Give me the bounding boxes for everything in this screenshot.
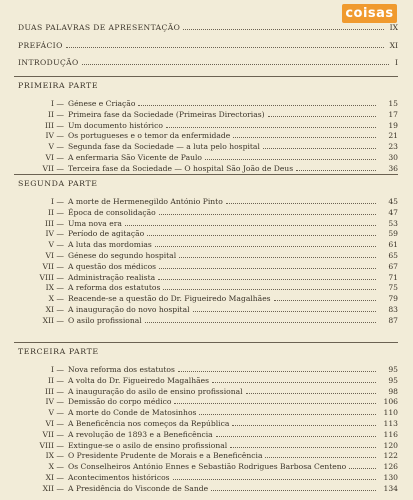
entry-title: A reforma dos estatutos [68, 283, 161, 293]
entry-title: DUAS PALAVRAS DE APRESENTAÇÃO [18, 23, 181, 32]
toc-entry [14, 218, 398, 229]
page-number: 110 [383, 408, 398, 418]
chapter-number: IV — [45, 397, 64, 407]
leader-dots [178, 371, 376, 372]
entry-title: Primeira fase da Sociedade (Primeiras Directorias) [68, 109, 265, 119]
entry-title: Génese e Criação [68, 99, 136, 108]
page-number: 59 [388, 229, 398, 239]
toc-entry [14, 98, 398, 109]
page-number: 67 [388, 261, 398, 271]
toc-entry [14, 386, 398, 397]
chapter-number: VIII — [39, 272, 64, 282]
entry-title: Os portugueses e o temor da enfermidade [68, 131, 231, 141]
page-number: 122 [383, 451, 398, 461]
toc-entry [14, 375, 398, 386]
chapter-number: IV — [45, 131, 64, 141]
toc-entry [14, 293, 398, 304]
toc-entry [14, 130, 398, 141]
entry-title: A morte de Hermenegildo António Pinto [68, 197, 223, 206]
toc-entry [14, 429, 398, 440]
leader-dots [233, 137, 376, 138]
watermark-logo: coisas [342, 4, 397, 23]
section-rule [14, 174, 398, 175]
toc-entry [14, 418, 398, 429]
page-number: 95 [388, 365, 398, 374]
entry-title: Administração realista [68, 272, 156, 282]
entry-title: Época de consolidação [68, 207, 156, 217]
page-number: 15 [388, 99, 398, 108]
page-number: 83 [388, 305, 398, 314]
page-number: 130 [383, 473, 398, 482]
page-number: 120 [383, 440, 398, 450]
leader-dots [205, 159, 376, 160]
page-number: 113 [383, 419, 398, 428]
leader-dots [246, 393, 376, 394]
toc-entry [14, 152, 398, 163]
leader-dots [296, 170, 376, 171]
page-number: 19 [388, 120, 398, 130]
chapter-number: X — [48, 294, 64, 304]
part-heading: TERCEIRA PARTE [18, 347, 99, 356]
entry-title: Período de agitação [68, 229, 145, 239]
chapter-number: II — [47, 375, 64, 385]
page-number: 126 [383, 462, 398, 472]
part-heading: SEGUNDA PARTE [18, 179, 98, 188]
leader-dots [193, 311, 376, 312]
front-matter-entry [14, 40, 398, 51]
page-number: 61 [388, 240, 398, 250]
entry-title: A inauguração do asilo de ensino profissional [68, 386, 243, 396]
leader-dots [155, 246, 376, 247]
leader-dots [173, 479, 376, 480]
chapter-number: III — [44, 120, 64, 130]
leader-dots [66, 47, 384, 48]
toc-entry [14, 364, 398, 375]
page-number: 36 [388, 163, 398, 173]
entry-title: Reacende-se a questão do Dr. Figueiredo Magalhães [68, 294, 271, 304]
entry-title: Acontecimentos históricos [68, 473, 170, 482]
entry-title: A inauguração do novo hospital [68, 305, 190, 314]
leader-dots [226, 203, 376, 204]
toc-entry [14, 407, 398, 418]
leader-dots [216, 436, 376, 437]
chapter-number: I — [50, 197, 64, 206]
page-number: 23 [388, 142, 398, 152]
part-heading: PRIMEIRA PARTE [18, 81, 99, 90]
chapter-number: I — [50, 365, 64, 374]
entry-title: PREFÁCIO [18, 41, 63, 50]
page-number: 106 [383, 397, 398, 407]
chapter-number: IX — [45, 283, 64, 293]
chapter-number: I — [50, 99, 64, 108]
entry-title: A revolução de 1893 e a Beneficência [68, 429, 213, 439]
page-number: 17 [388, 109, 398, 119]
entry-title: INTRODUÇÃO [18, 58, 79, 67]
chapter-number: VIII — [39, 440, 64, 450]
toc-entry [14, 272, 398, 283]
page-number: 79 [388, 294, 398, 304]
toc-entry [14, 196, 398, 207]
entry-title: Génese do segundo hospital [68, 251, 177, 260]
entry-title: O Presidente Prudente de Morais e a Beneficência [68, 451, 263, 461]
leader-dots [199, 414, 376, 415]
chapter-number: V — [48, 408, 64, 418]
page-number: 75 [388, 283, 398, 293]
page-number: 87 [388, 315, 398, 325]
leader-dots [166, 127, 376, 128]
toc-entry [14, 163, 398, 174]
chapter-number: VI — [45, 419, 64, 428]
page-number: 47 [388, 207, 398, 217]
toc-entry [14, 461, 398, 472]
entry-title: A morte do Conde de Matosinhos [68, 408, 197, 418]
entry-title: A enfermaria São Vicente de Paulo [68, 153, 202, 162]
toc-entry [14, 483, 398, 494]
page-number: 116 [383, 429, 398, 439]
leader-dots [138, 105, 376, 106]
toc-entry [14, 228, 398, 239]
leader-dots [230, 447, 376, 448]
chapter-number: IX — [45, 451, 64, 461]
chapter-number: VII — [42, 429, 64, 439]
chapter-number: VI — [45, 153, 64, 162]
section-rule [14, 76, 398, 77]
chapter-number: VII — [42, 261, 64, 271]
chapter-number: XI — [45, 473, 64, 482]
chapter-number: II — [47, 109, 64, 119]
chapter-number: X — [48, 462, 64, 472]
page-number: 134 [383, 483, 398, 493]
entry-title: Nova reforma dos estatutos [68, 365, 175, 374]
entry-title: Terceira fase da Sociedade — O hospital São João de Deus [68, 163, 294, 173]
chapter-number: IV — [45, 229, 64, 239]
page-number: 21 [388, 131, 398, 141]
entry-title: Uma nova era [68, 218, 122, 228]
toc-entry [14, 450, 398, 461]
toc-entry [14, 472, 398, 483]
entry-title: Os Conselheiros António Ennes e Sebastião Rodrigues Barbosa Centeno [68, 462, 347, 472]
chapter-number: XII — [42, 483, 64, 493]
page-number: XI [389, 41, 398, 50]
chapter-number: VII — [42, 163, 64, 173]
toc-entry [14, 141, 398, 152]
leader-dots [145, 322, 376, 323]
entry-title: O asilo profissional [68, 315, 142, 325]
leader-dots [263, 148, 376, 149]
toc-entry [14, 396, 398, 407]
toc-entry [14, 250, 398, 261]
page-number: 98 [388, 386, 398, 396]
leader-dots [232, 425, 376, 426]
toc-entry [14, 440, 398, 451]
chapter-number: III — [44, 218, 64, 228]
toc-entry [14, 304, 398, 315]
leader-dots [212, 382, 376, 383]
page-number: 53 [388, 218, 398, 228]
leader-dots [268, 116, 376, 117]
leader-dots [265, 457, 376, 458]
page-number: 45 [388, 197, 398, 206]
leader-dots [174, 403, 376, 404]
leader-dots [211, 490, 376, 491]
leader-dots [159, 268, 376, 269]
entry-title: Demissão do corpo médico [68, 397, 172, 407]
entry-title: A Presidência do Visconde de Sande [68, 483, 209, 493]
leader-dots [82, 64, 389, 65]
page-number: 71 [388, 272, 398, 282]
chapter-number: XI — [45, 305, 64, 314]
chapter-number: II — [47, 207, 64, 217]
chapter-number: V — [48, 142, 64, 152]
front-matter-entry [14, 22, 398, 33]
toc-entry [14, 315, 398, 326]
leader-dots [179, 257, 376, 258]
toc-entry [14, 239, 398, 250]
chapter-number: VI — [45, 251, 64, 260]
entry-title: A questão dos médicos [68, 261, 157, 271]
leader-dots [158, 279, 376, 280]
section-rule [14, 342, 398, 343]
page-number: 95 [388, 375, 398, 385]
toc-entry [14, 282, 398, 293]
entry-title: Segunda fase da Sociedade — a luta pelo hospital [68, 142, 260, 152]
toc-entry [14, 109, 398, 120]
entry-title: Um documento histórico [68, 120, 163, 130]
entry-title: A luta das mordomias [68, 240, 152, 250]
toc-entry [14, 207, 398, 218]
leader-dots [349, 468, 376, 469]
entry-title: A volta do Dr. Figueiredo Magalhães [68, 375, 210, 385]
chapter-number: III — [44, 386, 64, 396]
leader-dots [274, 300, 376, 301]
page-number: I [395, 58, 398, 67]
entry-title: Extingue-se o asilo de ensino profissional [68, 440, 228, 450]
page-number: IX [389, 23, 398, 32]
page-number: 65 [388, 251, 398, 260]
toc-entry [14, 261, 398, 272]
leader-dots [159, 214, 376, 215]
chapter-number: V — [48, 240, 64, 250]
leader-dots [147, 235, 376, 236]
leader-dots [183, 29, 384, 30]
entry-title: A Beneficência nos começos da República [68, 419, 230, 428]
page-number: 30 [388, 153, 398, 162]
toc-entry [14, 120, 398, 131]
front-matter-entry [14, 57, 398, 68]
leader-dots [163, 289, 376, 290]
leader-dots [125, 225, 376, 226]
chapter-number: XII — [42, 315, 64, 325]
